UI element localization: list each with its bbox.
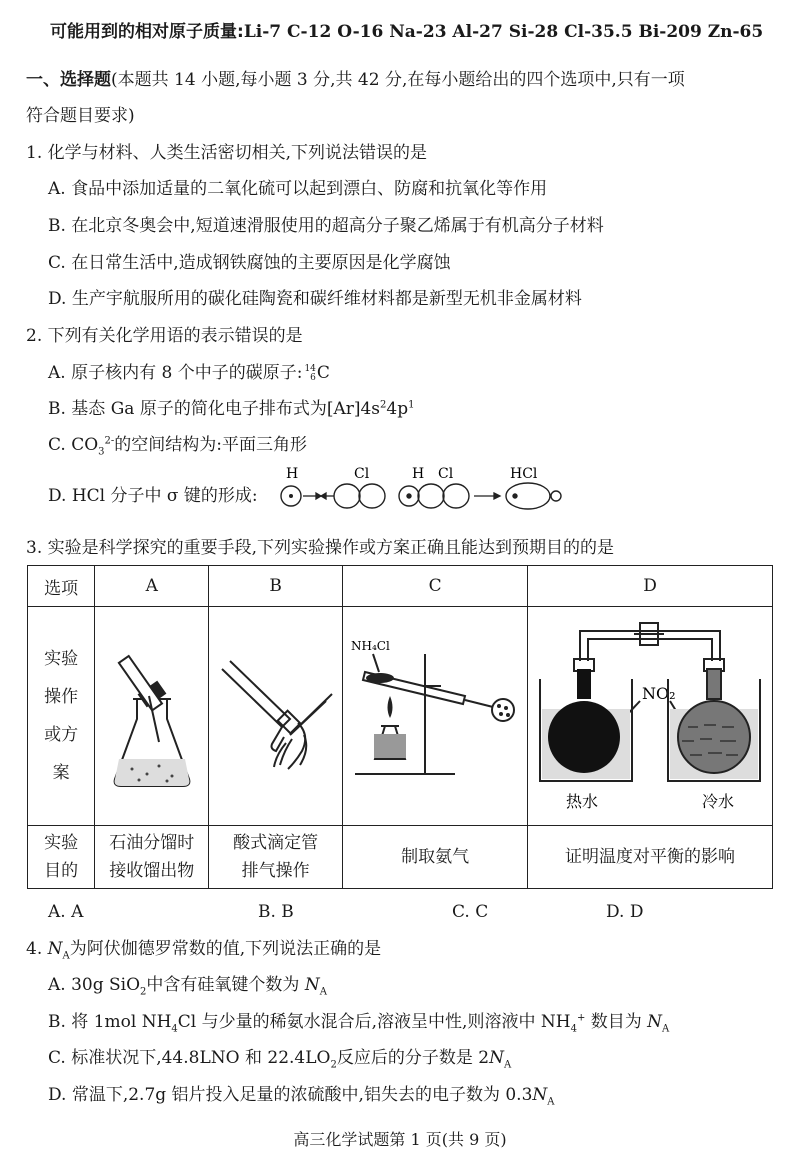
q4-d-na: N (532, 1085, 548, 1105)
q4-c-pre: C. 标准状况下,44.8LNO 和 22.4LO (48, 1048, 331, 1068)
q4-option-a (48, 973, 327, 997)
section-desc-1: (本题共 14 小题,每小题 3 分,共 42 分,在每小题给出的四个选项中,只有一项 (111, 70, 685, 90)
no2-label: NO₂ (642, 683, 676, 703)
isotope-symbol: C (316, 363, 330, 383)
header-option: 选项 (28, 566, 95, 607)
cl-p-orbital-icon (334, 484, 385, 508)
row-label-part: 案 (52, 763, 70, 783)
q4-c-post: 反应后的分子数是 2 (336, 1048, 490, 1068)
q2-b-sup1: 2 (380, 399, 387, 411)
row-label-goal (28, 826, 95, 889)
section-heading (26, 68, 685, 92)
goal-a-line: 石油分馏时 (109, 833, 195, 853)
q2-b-sup2: 1 (408, 399, 415, 411)
section-title: 一、选择题 (26, 70, 111, 90)
header-col-a: A (95, 566, 209, 607)
goal-b-line: 酸式滴定管 (233, 833, 319, 853)
table-image-row (28, 607, 773, 826)
diagram-label-hcl: HCl (510, 466, 538, 482)
distillation-flask-icon (97, 624, 207, 804)
q4-b-na-sub: A (662, 1023, 670, 1035)
q4-na-symbol: N (47, 939, 63, 959)
nh4cl-label: NH₄Cl (351, 638, 390, 653)
atomic-mass-label: 可能用到的相对原子质量: (50, 22, 244, 42)
q4-option-b (48, 1010, 669, 1034)
atomic-mass-header (50, 20, 763, 44)
diagram-label-cl1: Cl (354, 466, 370, 482)
overlap-orbital-icon (399, 484, 469, 508)
experiment-table (27, 565, 773, 889)
hcl-sigma-bond-diagram (276, 466, 566, 518)
q4-a-na: N (304, 975, 320, 995)
goal-a (95, 826, 209, 889)
no2-equilibrium-icon (530, 609, 770, 819)
q4-d-text: D. 常温下,2.7g 铝片投入足量的浓硫酸中,铝失去的电子数为 0.3 (48, 1085, 533, 1105)
q3-stem: 3. 实验是科学探究的重要手段,下列实验操作或方案正确且能达到预期目的的是 (26, 538, 615, 558)
q1-option-a: A. 食品中添加适量的二氧化硫可以起到漂白、防腐和抗氧化等作用 (48, 179, 548, 199)
q4-stem-text: 为阿伏伽德罗常数的值,下列说法正确的是 (69, 939, 382, 959)
q4-b-mid: Cl 与少量的稀氨水混合后,溶液呈中性,则溶液中 NH (177, 1012, 571, 1032)
row-label-part: 或方 (44, 725, 79, 745)
h-s-orbital-icon (281, 486, 301, 506)
row-label-part: 目的 (44, 861, 79, 881)
q2-a-text: A. 原子核内有 8 个中子的碳原子: (48, 363, 303, 383)
q3-answer-a: A. A (48, 902, 84, 922)
q4-c-sub: 2 (330, 1059, 337, 1071)
goal-b (209, 826, 343, 889)
q2-option-b (48, 397, 414, 421)
q1-stem: 1. 化学与材料、人类生活密切相关,下列说法错误的是 (26, 143, 428, 163)
arrows-icon (303, 493, 334, 499)
q4-b-na: N (647, 1012, 663, 1032)
hcl-orbital-icon (506, 483, 561, 509)
burette-exhaust-icon (212, 639, 340, 789)
q4-stem: 4. $N_A$为阿伏伽德罗常数的值,下列说法正确的是 (26, 939, 382, 962)
page-footer: 高三化学试题第 1 页(共 9 页) (293, 1130, 507, 1149)
q1-option-b: B. 在北京冬奥会中,短道速滑服使用的超高分子聚乙烯属于有机高分子材料 (48, 216, 604, 236)
atomic-mass-values: Li-7 C-12 O-16 Na-23 Al-27 Si-28 Cl-35.5 Bi-209 Zn-65 (243, 22, 764, 42)
goal-c: 制取氨气 (343, 826, 528, 889)
q2-c-sub: 3 (98, 446, 105, 458)
q4-b-sup2: + (576, 1012, 586, 1024)
q1-option-c: C. 在日常生活中,造成钢铁腐蚀的主要原因是化学腐蚀 (48, 253, 451, 273)
diagram-label-h1: H (286, 466, 299, 482)
header-col-c: C (343, 566, 528, 607)
q2-option-d: D. HCl 分子中 σ 键的形成: (48, 486, 258, 506)
row-label-part: 实验 (44, 649, 79, 669)
q3-answer-d: D. D (606, 902, 644, 922)
q4-b-sub2: 4 (570, 1023, 577, 1035)
image-c-cell (343, 607, 528, 826)
ammonia-preparation-icon (345, 634, 525, 794)
header-col-d: D (528, 566, 773, 607)
q4-b-pre: B. 将 1mol NH (48, 1012, 172, 1032)
hot-water-label: 热水 (566, 791, 599, 811)
q2-c-post: 的空间结构为:平面三角形 (114, 435, 308, 455)
q4-a-na-sub: A (319, 986, 327, 998)
goal-a-line: 接收馏出物 (109, 861, 195, 881)
q2-c-pre: C. CO (48, 435, 99, 455)
section-desc-2: 符合题目要求) (26, 106, 135, 126)
isotope-mass-number: 14 (304, 363, 316, 374)
table-header-row (28, 566, 773, 607)
image-d-cell (528, 607, 773, 826)
image-a-cell (95, 607, 209, 826)
q4-b-sub: 4 (171, 1023, 178, 1035)
q4-c-na-sub: A (503, 1059, 512, 1071)
table-goal-row (28, 826, 773, 889)
goal-b-line: 排气操作 (241, 861, 310, 881)
header-col-b: B (209, 566, 343, 607)
q4-a-sub: 2 (140, 986, 147, 998)
forward-arrow-icon (474, 493, 500, 499)
q4-c-na: N (489, 1048, 504, 1068)
q4-option-c (48, 1046, 511, 1070)
q4-b-post: 数目为 (590, 1012, 642, 1032)
q2-option-a (48, 361, 330, 385)
carbon-isotope-notation (304, 365, 315, 383)
image-b-cell (209, 607, 343, 826)
row-label-part: 操作 (44, 687, 79, 707)
q4-option-d (48, 1083, 555, 1107)
q2-b-text: B. 基态 Ga 原子的简化电子排布式为[Ar]4s (48, 399, 381, 419)
q2-option-c (48, 433, 307, 457)
q4-a-pre: A. 30g SiO (48, 975, 141, 995)
q3-answer-c: C. C (452, 902, 489, 922)
q4-d-na-sub: A (547, 1096, 555, 1108)
goal-d: 证明温度对平衡的影响 (528, 826, 773, 889)
q4-a-post: 中含有硅氧键个数为 (146, 975, 300, 995)
q3-answer-b: B. B (258, 902, 294, 922)
row-label-part: 实验 (44, 833, 79, 853)
q2-b-mid: 4p (386, 399, 409, 419)
isotope-atomic-number: 6 (310, 372, 316, 383)
diagram-label-h2: H (412, 466, 425, 482)
diagram-label-cl2: Cl (438, 466, 454, 482)
row-label-operation (28, 607, 95, 826)
q2-stem: 2. 下列有关化学用语的表示错误的是 (26, 326, 303, 346)
q4-na-subscript: A (62, 950, 70, 962)
cold-water-label: 冷水 (702, 791, 735, 811)
q2-c-sup: 2- (104, 435, 115, 447)
q1-option-d: D. 生产宇航服所用的碳化硅陶瓷和碳纤维材料都是新型无机非金属材料 (48, 289, 582, 309)
